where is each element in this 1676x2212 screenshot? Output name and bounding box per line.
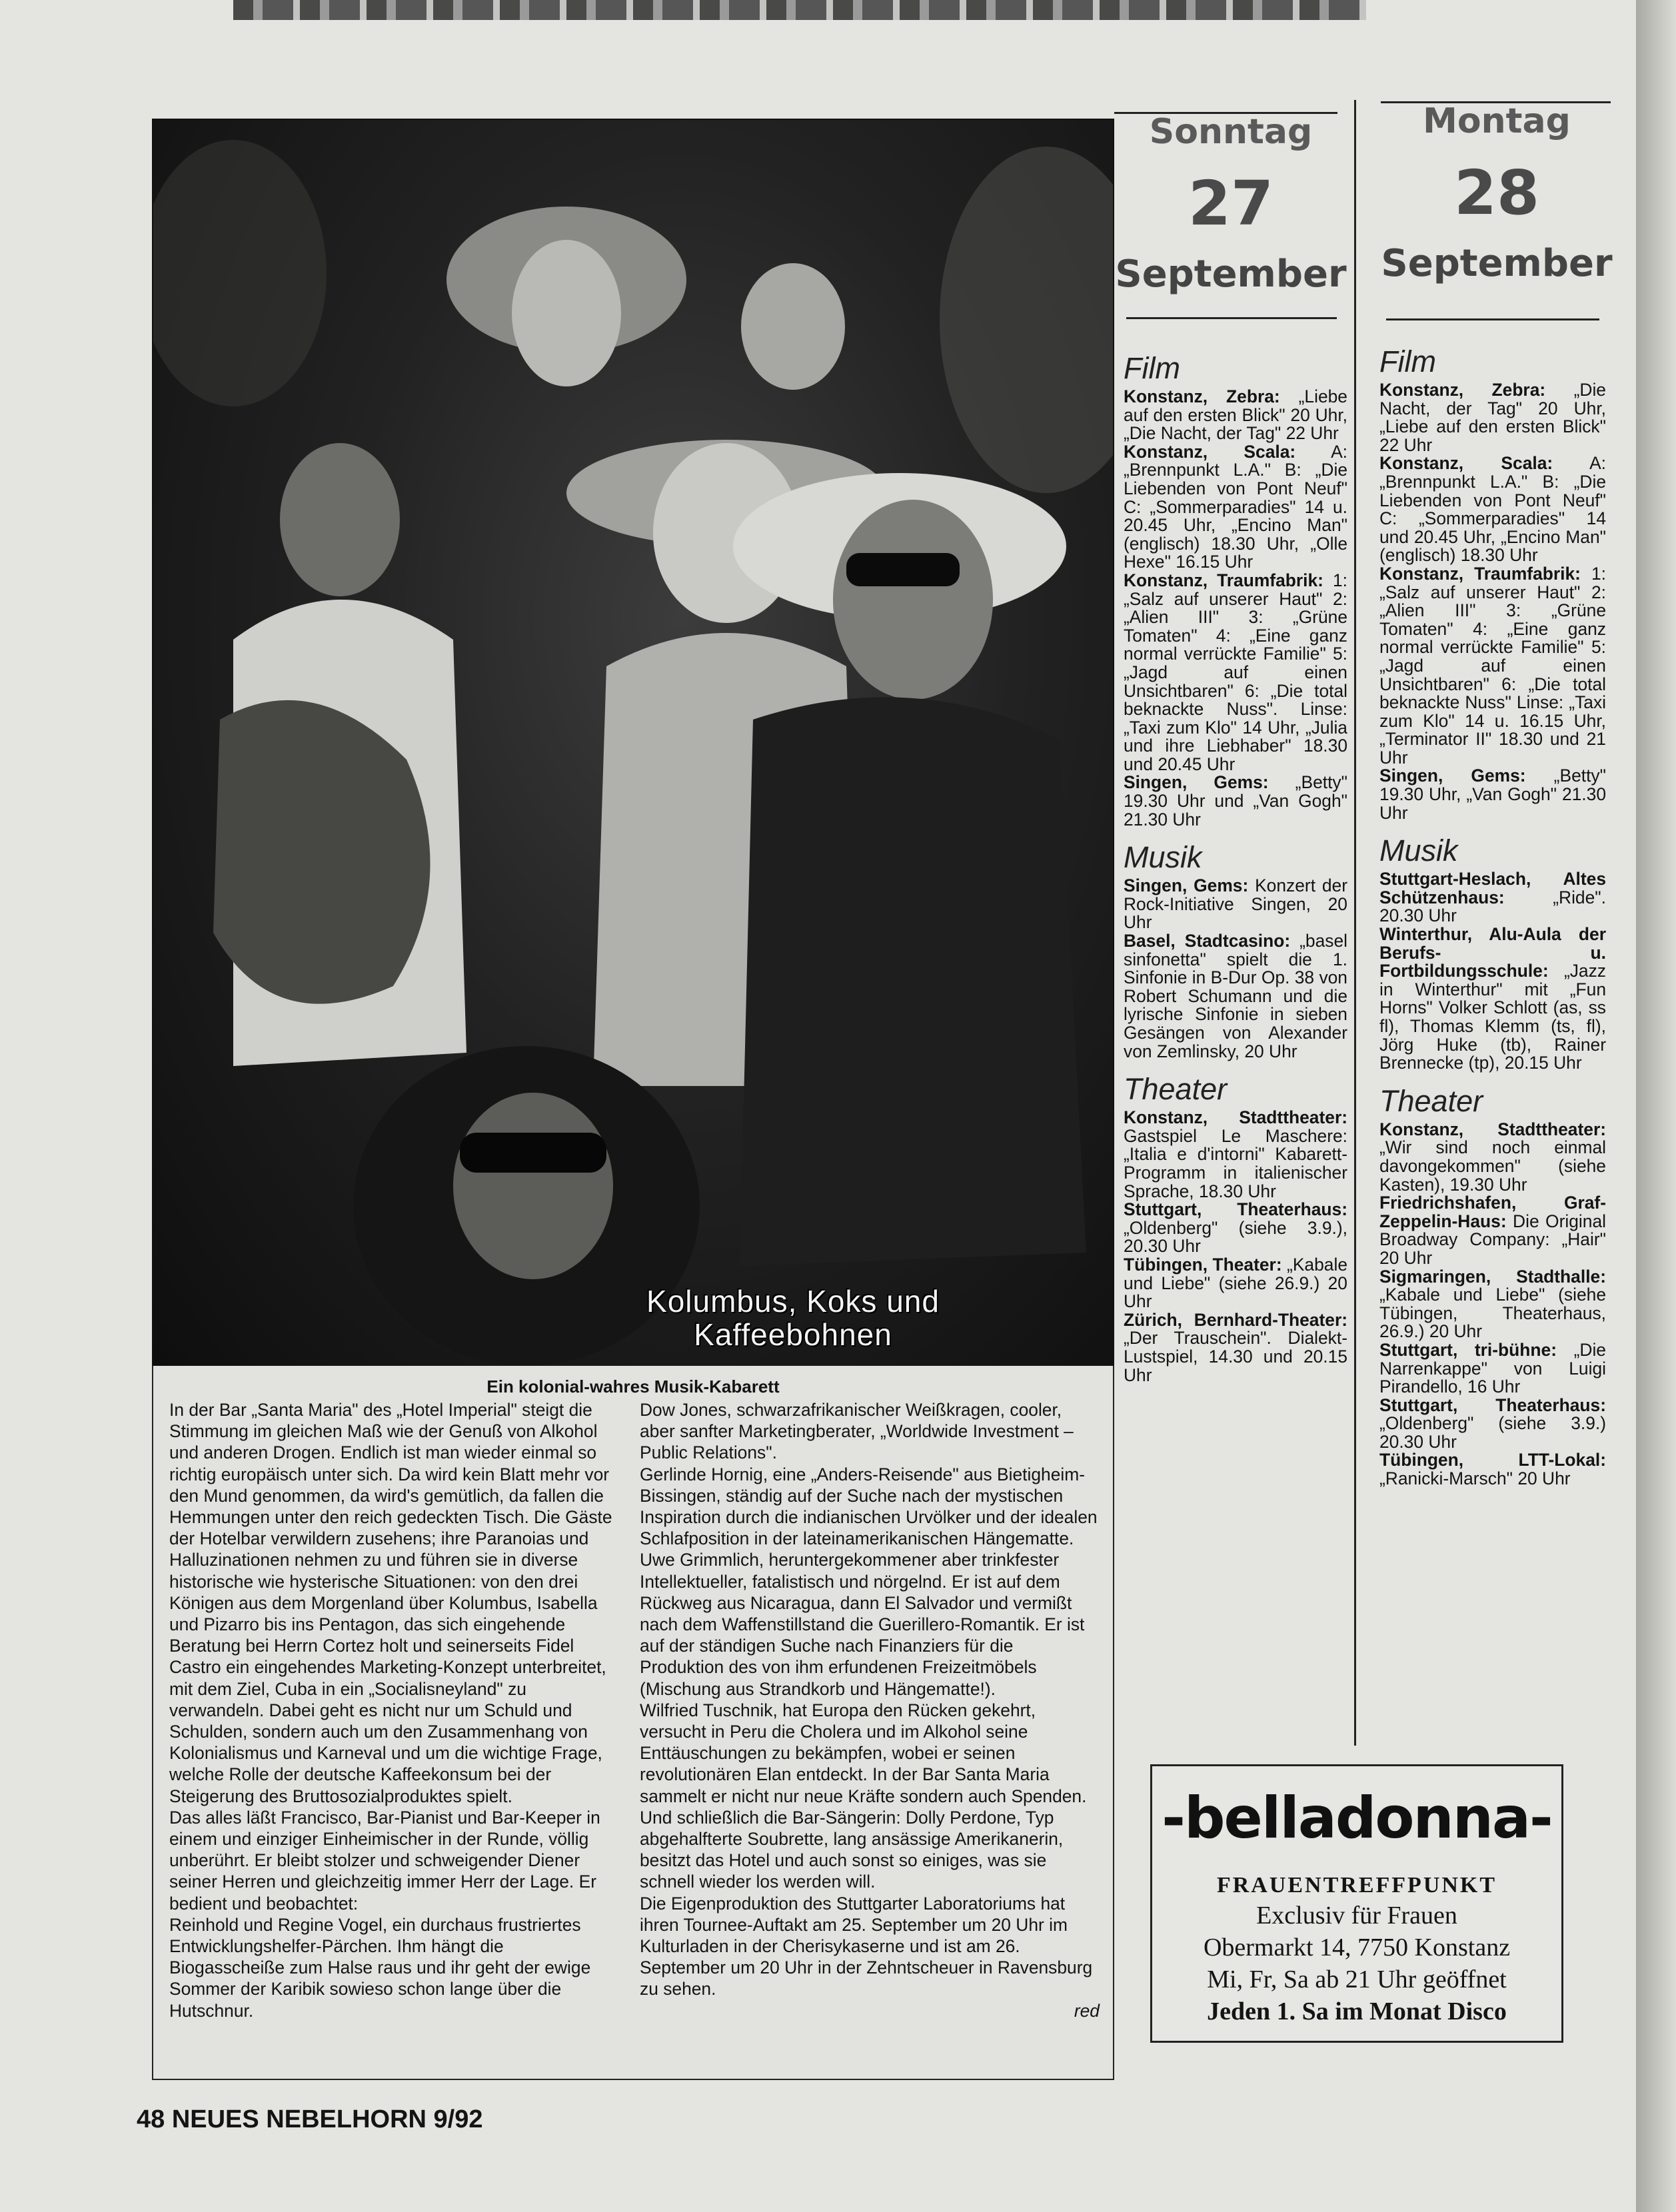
listing-venue: Sigmaringen, Stadthalle:: [1379, 1266, 1606, 1287]
sunday-listings: [1124, 352, 1347, 1384]
listing-venue: Stuttgart, tri-bühne:: [1379, 1339, 1557, 1360]
article-box: [152, 1366, 1114, 2080]
article-paragraph: In der Bar „Santa Maria" des „Hotel Imperial" steigt die Stimmung im gleichen Maß wie der Genuß von Alkohol und anderen Drogen. Endlich ist man wieder einmal so richtig europäisch unter sich. Da wird kein Blatt mehr vor den Mund genommen, da wird's gemütlich, da fallen die Hemmungen unter den reich gedeckten Tisch. Die Gäste der Hotelbar verwildern zusehens; ihre Paranoias und Halluzinationen nehmen zu und führen sie in diverse historische wie hysterische Situationen: von den drei Königen aus dem Morgenland über Kolumbus, Isabella und Pizarro bis ins Pentagon, das sich eingehende Beratung bei Herrn Cortez holt und seinerseits Fidel Castro ein eingehendes Marketing-Konzept unterbreitet, mit dem Ziel, Cuba in ein „Socialisneyland" zu verwandeln. Dabei geht es nicht nur um Schuld und Schulden, sondern auch um den Zusammenhang von Kolonialismus und Karneval und um die wichtige Frage, welche Rolle der deutsche Kaffeekonsum bei der Steigerung des Bruttosozialproduktes spielt.: [169, 1400, 612, 1806]
article-paragraph: Gerlinde Hornig, eine „Anders-Reisende" aus Bietigheim-Bissingen, ständig auf der Suche nach der mystischen Inspiration durch die indianischen Urvölker und der idealen Schlafposition in der lateinamerikanischen Hängematte.: [640, 1464, 1098, 1549]
listing-venue: Konstanz, Scala:: [1124, 441, 1296, 462]
listing-venue: Friedrichshafen, Graf-Zeppelin-Haus:: [1379, 1193, 1606, 1231]
listing-entry: [1379, 870, 1606, 925]
listing-venue: Singen, Gems:: [1124, 875, 1249, 896]
listing-venue: Zürich, Bernhard-Theater:: [1124, 1309, 1347, 1330]
article-column-left: [169, 1399, 622, 2021]
sunday-theater-list: [1124, 1109, 1347, 1384]
monday-dayname: Montag: [1423, 101, 1571, 141]
listing-details: Konzert der Rock-Initiative Singen, 20 Uhr: [1124, 875, 1347, 933]
listing-details: „Jazz in Winterthur" mit „Fun Horns" Volker Schlott (as, ss fl), Thomas Klemm (ts, fl), Jörg Huke (tb), Rainer Brennecke (tp), 20.15 Uhr: [1379, 961, 1606, 1073]
monday-musik-list: [1379, 870, 1606, 1073]
listing-entry: [1379, 1341, 1606, 1396]
monday-month: September: [1381, 242, 1613, 285]
article-paragraph: Uwe Grimmlich, heruntergekommener aber trinkfester Intellektueller, fatalistisch und nörgelnd. Er ist auf dem Rückweg aus Nicaragua, dann El Salvador und vermißt nach dem Waffenstillstand die Guerillero-Romantik. Er ist auf der ständigen Suche nach Finanziers für die Produktion des von ihm erfundenen Freizeitmöbels (Mischung aus Strandkorb und Hängematte!).: [640, 1550, 1085, 1699]
section-title-film: Film: [1124, 351, 1180, 385]
ad-line-disco: Jeden 1. Sa im Monat Disco: [1207, 1997, 1507, 2025]
listing-venue: Stuttgart-Heslach, Altes Schützenhaus:: [1379, 869, 1606, 907]
page-footer: 48 NEUES NEBELHORN 9/92: [137, 2105, 483, 2133]
listing-entry: [1124, 1109, 1347, 1201]
listing-venue: Stuttgart, Theaterhaus:: [1124, 1199, 1347, 1220]
listing-details: „Die Nacht, der Tag" 20 Uhr, „Liebe auf den ersten Blick" 22 Uhr: [1379, 380, 1606, 455]
listing-details: „Betty" 19.30 Uhr und „Van Gogh" 21.30 Uhr: [1124, 772, 1347, 830]
article-paragraph: Wilfried Tuschnik, hat Europa den Rücken gekehrt, versucht in Peru die Cholera und im Alkohol seine Enttäuschungen zu bekämpfen, wobei er seinen revolutionären Elan entdeckt. In der Bar Santa Maria sammelt er nicht nur neue Kräfte sondern auch Spenden.: [640, 1700, 1087, 1806]
listing-details: „Betty" 19.30 Uhr, „Van Gogh" 21.30 Uhr: [1379, 766, 1606, 823]
listing-entry: [1379, 767, 1606, 822]
listing-venue: Singen, Gems:: [1124, 772, 1269, 793]
page-edge-shadow: [1636, 0, 1676, 2212]
listing-details: „Wir sind noch einmal davongekommen" (siehe Kasten), 19.30 Uhr: [1379, 1137, 1606, 1195]
listing-entry: [1379, 1121, 1606, 1194]
monday-film-list: [1379, 381, 1606, 822]
listing-venue: Tübingen, Theater:: [1124, 1254, 1282, 1275]
article-signature: red: [1074, 2000, 1100, 2021]
ad-line-address: Obermarkt 14, 7750 Konstanz: [1203, 1934, 1511, 1961]
listing-venue: Basel, Stadtcasino:: [1124, 931, 1291, 951]
listing-details: Die Original Broadway Company: „Hair" 20 Uhr: [1379, 1211, 1606, 1268]
sunday-film-list: [1124, 388, 1347, 829]
listing-details: „Die Narrenkappe" von Luigi Pirandello, 16 Uhr: [1379, 1339, 1606, 1397]
section-title-musik: Musik: [1124, 840, 1202, 875]
listing-details: „Der Trauschein". Dialekt-Lustspiel, 14.30 und 20.15 Uhr: [1124, 1328, 1347, 1385]
sunday-dayname: Sonntag: [1149, 112, 1313, 152]
section-title-musik: Musik: [1379, 833, 1458, 868]
listing-details: „Kabale und Liebe" (siehe 26.9.) 20 Uhr: [1124, 1254, 1347, 1312]
listing-venue: Stuttgart, Theaterhaus:: [1379, 1394, 1606, 1415]
listing-details: „Oldenberg" (siehe 3.9.) 20.30 Uhr: [1379, 1413, 1606, 1452]
section-title-theater: Theater: [1124, 1072, 1228, 1107]
top-edge-print: [233, 0, 1366, 20]
monday-theater-list: [1379, 1121, 1606, 1488]
listing-entry: [1124, 388, 1347, 443]
listing-entry: [1379, 381, 1606, 454]
ad-line-hours: Mi, Fr, Sa ab 21 Uhr geöffnet: [1207, 1965, 1507, 1993]
listing-venue: Konstanz, Scala:: [1379, 453, 1553, 474]
monday-header: [1377, 101, 1617, 285]
listing-venue: Winterthur, Alu-Aula der Berufs- u. Fortbildungsschule:: [1379, 924, 1606, 981]
article-paragraph: Dow Jones, schwarzafrikanischer Weißkragen, cooler, aber sanfter Marketingberater, „Worldwide Investment – Public Relations".: [640, 1400, 1074, 1463]
listing-entry: [1124, 1311, 1347, 1384]
listing-details: „Kabale und Liebe" (siehe Tübingen, Theaterhaus, 26.9.) 20 Uhr: [1379, 1285, 1606, 1342]
listing-entry: [1124, 774, 1347, 829]
listing-entry: [1379, 925, 1606, 1073]
photo-caption: [593, 1285, 993, 1351]
listing-details: „Liebe auf den ersten Blick" 20 Uhr, „Die Nacht, der Tag" 22 Uhr: [1124, 386, 1347, 444]
photo-caption-line2: Kaffeebohnen: [694, 1317, 892, 1352]
listing-entry: [1124, 932, 1347, 1061]
monday-listings: [1379, 345, 1606, 1488]
section-title-theater: Theater: [1379, 1083, 1483, 1118]
monday-date: 28: [1453, 157, 1540, 229]
article-paragraph: Und schließlich die Bar-Sängerin: Dolly Perdone, Typ abgehalfterte Soubrette, lang ansässige Amerikanerin, besitzt das Hotel und auch sonst so einiges, was sie schnell wieder los werden will.: [640, 1807, 1064, 1892]
listing-details: A: „Brennpunkt L.A." B: „Die Liebenden von Pont Neuf" C: „Sommerparadies" 14 und 20.45 Uhr, „Encino Man" (englisch) 18.30 Uhr: [1379, 453, 1606, 566]
listing-entry: [1379, 565, 1606, 768]
listing-entry: [1124, 1201, 1347, 1256]
sunday-header: [1114, 112, 1347, 296]
listing-entry: [1379, 1396, 1606, 1452]
listing-venue: Konstanz, Traumfabrik:: [1379, 563, 1581, 584]
listing-details: „Oldenberg" (siehe 3.9.), 20.30 Uhr: [1124, 1217, 1347, 1257]
article-paragraph: Das alles läßt Francisco, Bar-Pianist und Bar-Keeper in einem und einziger Einheimischer in der Runde, völlig unberührt. Er bleibt stolzer und schweigender Diener seiner Herren und gleichzeitig immer Herr der Lage. Er bedient und beobachtet:: [169, 1807, 600, 1914]
ad-line-exclusiv: Exclusiv für Frauen: [1256, 1902, 1457, 1930]
listing-entry: [1124, 443, 1347, 572]
cast-photo-figures: [153, 120, 1113, 1366]
listing-entry: [1379, 454, 1606, 565]
listing-venue: Konstanz, Stadttheater:: [1124, 1107, 1347, 1128]
sunday-musik-list: [1124, 877, 1347, 1061]
sunday-month: September: [1115, 253, 1347, 296]
listing-details: 1: „Salz auf unserer Haut" 2: „Alien III" 3: „Grüne Tomaten" 4: „Eine ganz normal verrückte Familie" 5: „Jagd auf einen Unsichtbaren" 6: „Die total beknackte Nuss" Linse: „Taxi zum Klo" 14 u. 16.15 Uhr, „Terminator II" 18.30 und 21 Uhr: [1379, 563, 1606, 768]
listing-venue: Konstanz, Traumfabrik:: [1124, 570, 1323, 590]
photo-caption-line1: Kolumbus, Koks und: [646, 1284, 940, 1319]
listing-details: „Ride". 20.30 Uhr: [1379, 887, 1606, 926]
ad-line-frauentreffpunkt: FRAUENTREFFPUNKT: [1216, 1873, 1497, 1898]
listing-entry: [1379, 1268, 1606, 1341]
listing-venue: Konstanz, Zebra:: [1124, 386, 1280, 406]
article-paragraph: Die Eigenproduktion des Stuttgarter Laboratoriums hat ihren Tournee-Auftakt am 25. September um 20 Uhr im Kulturladen in der Cherisykaserne und ist am 26. September um 20 Uhr in der Zehntscheuer in Ravensburg zu sehen.: [640, 1893, 1093, 1999]
sunday-date: 27: [1188, 168, 1274, 239]
listing-details: Gastspiel Le Maschere: „Italia e d'intorni" Kabarett-Programm in italienischer Sprache, 18.30 Uhr: [1124, 1125, 1347, 1201]
listing-details: A: „Brennpunkt L.A." B: „Die Liebenden von Pont Neuf" C: „Sommerparadies" 14 u. 20.45 Uhr, „Encino Man" (englisch) 18.30 Uhr, „Olle Hexe" 16.15 Uhr: [1124, 441, 1347, 572]
sunday-date-underline: [1126, 317, 1337, 319]
listing-details: „Ranicki-Marsch" 20 Uhr: [1379, 1468, 1571, 1489]
listing-venue: Singen, Gems:: [1379, 766, 1526, 786]
section-title-film: Film: [1379, 344, 1436, 378]
listing-details: „basel sinfonetta" spielt die 1. Sinfonie in B-Dur Op. 38 von Robert Schumann und die lyrische Sinfonie in sieben Gesängen von Alexander von Zemlinsky, 20 Uhr: [1124, 931, 1347, 1061]
belladonna-logo: -belladonna-: [1162, 1785, 1552, 1852]
cast-photo: [152, 119, 1114, 1367]
article-paragraph: Reinhold und Regine Vogel, ein durchaus frustriertes Entwicklungshelfer-Pärchen. Ihm hängt die Biogasscheiße zum Halse raus und ihr geht der ewige Sommer der Karibik sowieso schon lange über die Hutschnur.: [169, 1914, 591, 2021]
article-subheading: Ein kolonial-wahres Musik-Kabarett: [486, 1377, 780, 1396]
listing-entry: [1379, 1451, 1606, 1488]
listing-entry: [1124, 572, 1347, 774]
monday-date-underline: [1386, 318, 1599, 320]
listing-venue: Konstanz, Zebra:: [1379, 380, 1546, 400]
belladonna-ad: [1150, 1764, 1563, 2043]
listing-venue: Tübingen, LTT-Lokal:: [1379, 1450, 1606, 1470]
column-divider: [1354, 100, 1356, 1746]
listing-entry: [1124, 1256, 1347, 1311]
listing-entry: [1124, 877, 1347, 932]
listing-venue: Konstanz, Stadttheater:: [1379, 1119, 1606, 1139]
listing-entry: [1379, 1194, 1606, 1267]
article-column-right: [640, 1399, 1100, 2021]
listing-details: 1: „Salz auf unserer Haut" 2: „Alien III" 3: „Grüne Tomaten" 4: „Eine ganz normal verrückte Familie" 5: „Jagd auf einen Unsichtbaren" 6: „Die total beknackte Nuss". Linse: „Taxi zum Klo" 14 Uhr, „Julia und ihre Liebhaber" 18.30 und 20.45 Uhr: [1124, 570, 1347, 774]
